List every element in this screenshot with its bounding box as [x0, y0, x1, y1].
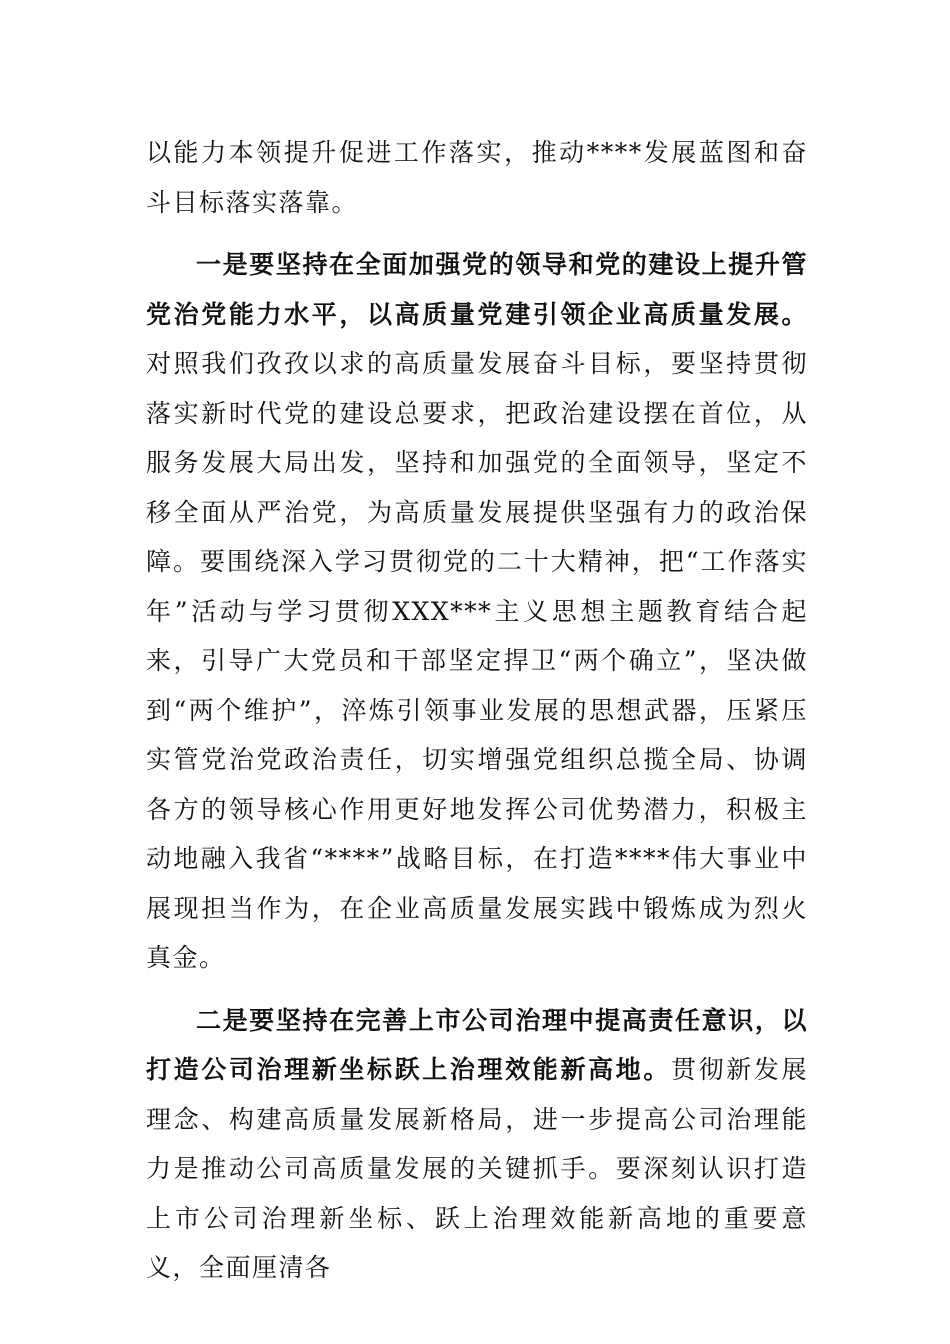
paragraph-point-one	[146, 240, 808, 983]
paragraph-text: 贯彻新发展理念、构建高质量发展新格局，进一步提高公司治理能力是推动公司高质量发展的关键抓手。要深刻认识打造上市公司治理新坐标、跃上治理效能新高地的重要意义，全面厘清各	[146, 1055, 808, 1282]
paragraph-heading: 二是要坚持在完善上市公司治理中提高责任意识，以打造公司治理新坐标跃上治理效能新高地。	[146, 1005, 808, 1084]
paragraph-continuation	[146, 128, 808, 227]
document-page	[146, 128, 808, 1293]
paragraph-heading: 一是要坚持在全面加强党的领导和党的建设上提升管党治党能力水平，以高质量党建引领企业高质量发展。	[146, 250, 808, 329]
paragraph-text: 对照我们孜孜以求的高质量发展奋斗目标，要坚持贯彻落实新时代党的建设总要求，把政治建设摆在首位，从服务发展大局出发，坚持和加强党的全面领导，坚定不移全面从严治党，为高质量发展提供坚强有力的政治保障。要围绕深入学习贯彻党的二十大精神，把“工作落实年”活动与学习贯彻XXX***主义思想主题教育结合起来，引导广大党员和干部坚定捍卫“两个确立”，坚决做到“两个维护”，淬炼引领事业发展的思想武器，压紧压实管党治党政治责任，切实增强党组织总揽全局、协调各方的领导核心作用更好地发挥公司优势潜力，积极主动地融入我省“****”战略目标，在打造****伟大事业中展现担当作为，在企业高质量发展实践中锻炼成为烈火真金。	[146, 349, 808, 972]
paragraph-text: 以能力本领提升促进工作落实，推动****发展蓝图和奋斗目标落实落靠。	[146, 138, 808, 217]
paragraph-point-two	[146, 996, 808, 1293]
